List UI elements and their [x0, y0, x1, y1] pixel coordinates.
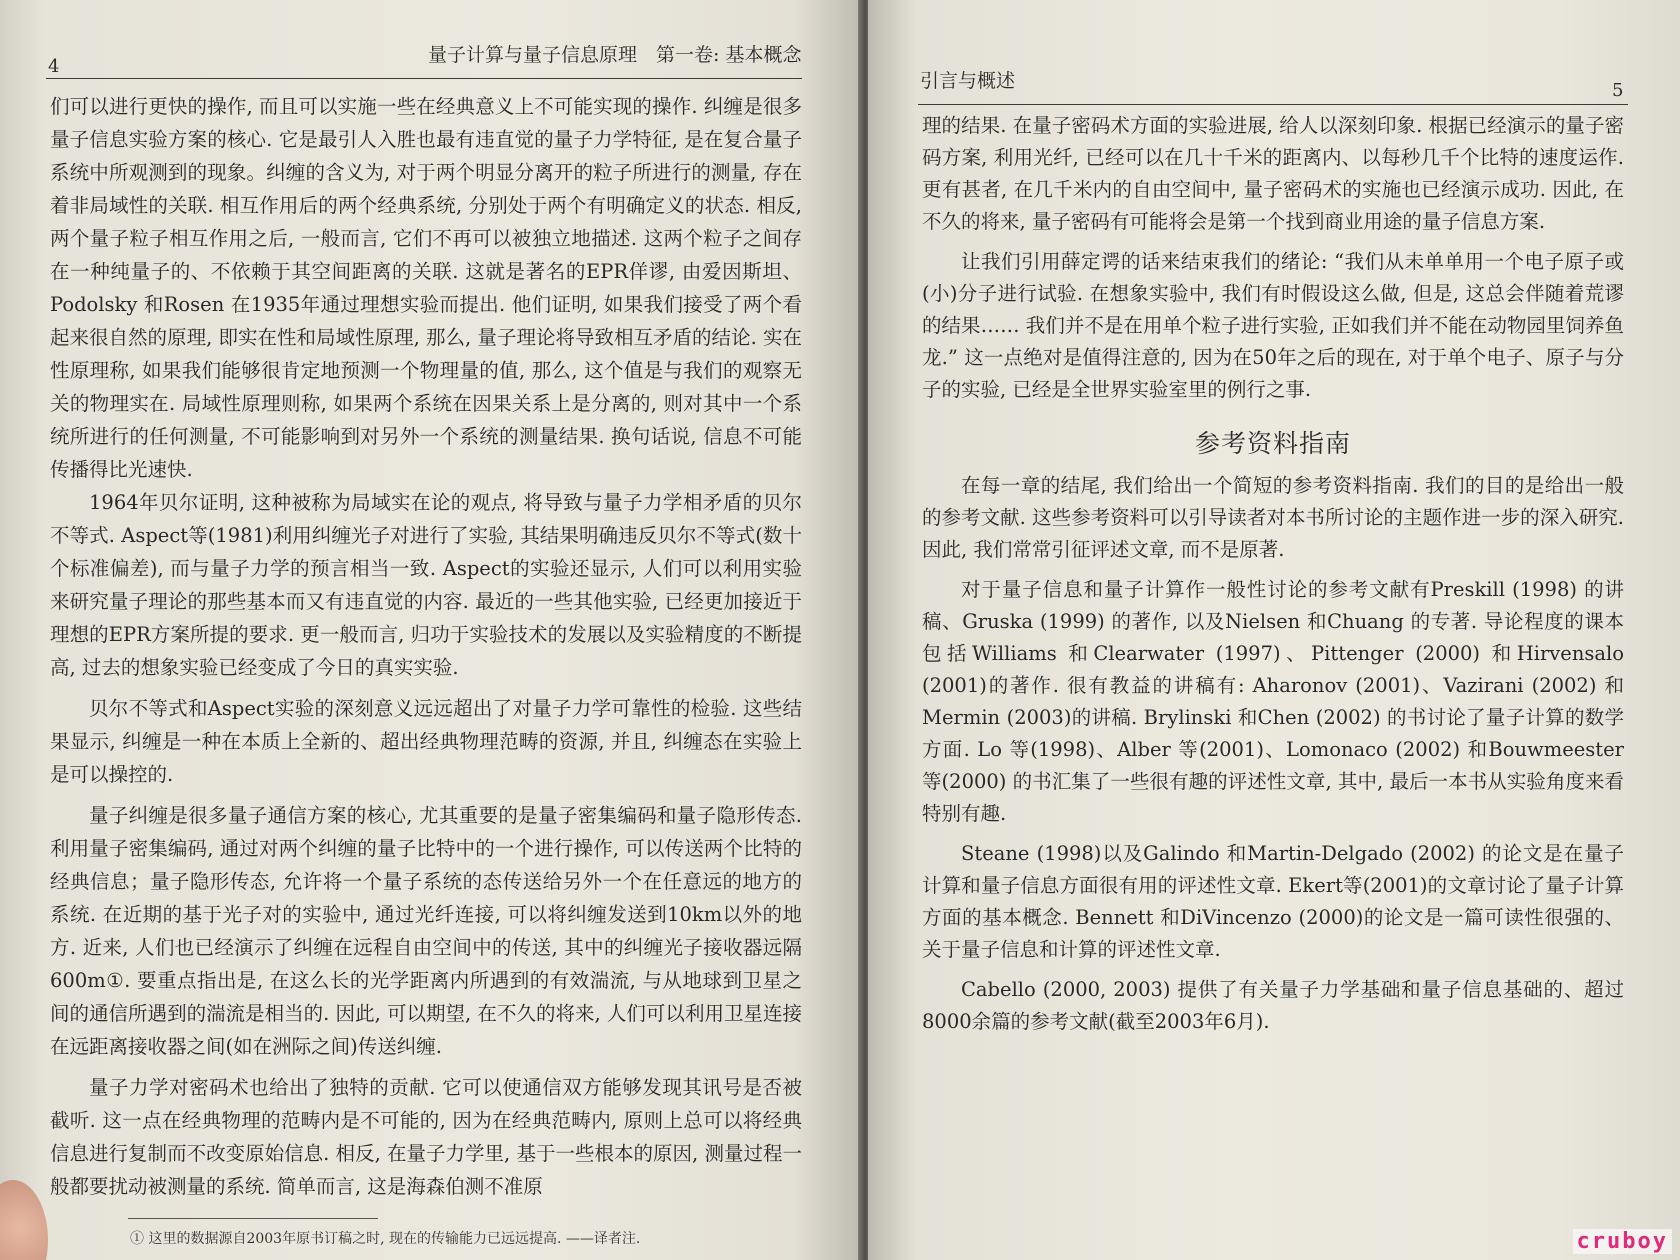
running-title: 量子计算与量子信息原理 第一卷: 基本概念 — [428, 44, 802, 66]
footnote-rule — [128, 1218, 378, 1219]
page-number: 5 — [1612, 80, 1624, 101]
finger — [0, 1180, 48, 1260]
paragraph: 量子纠缠是很多量子通信方案的核心, 尤其重要的是量子密集编码和量子隐形传态. 利用量子密集编码, 通过对两个纠缠的量子比特中的一个进行操作, 可以传送两个比特的经典信息；量子隐形传态, 允许将一个量子系统的态传送给另外一个在任意远的地方的系统. 在近期的基于光子对的实验中, 通过光纤连接, 可以将纠缠发送到10km以外的地方. 近来, 人们也已经演示了纠缠在远程自由空间中的传送, 其中的纠缠光子接收器远隔600m①. 要重点指出是, 在这么长的光学距离内所遇到的有效湍流, 与从地球到卫星之间的通信所遇到的湍流是相当的. 因此, 可以期望, 在不久的将来, 人们可以利用卫星连接在远距离接收器之间(如在洲际之间)传送纠缠. — [50, 804, 802, 1058]
page-number: 4 — [48, 56, 60, 77]
left-body — [50, 90, 802, 1203]
paragraph: 贝尔不等式和Aspect实验的深刻意义远远超出了对量子力学可靠性的检验. 这些结果显示, 纠缠是一种在本质上全新的、超出经典物理范畴的资源, 并且, 纠缠态在实验上是可以操控的. — [50, 697, 802, 786]
paragraph: 理的结果. 在量子密码术方面的实验进展, 给人以深刻印象. 根据已经演示的量子密码方案, 利用光纤, 已经可以在几十千米的距离内、以每秒几千个比特的速度运作. 更有甚者, 在几千米内的自由空间中, 量子密码术的实施也已经演示成功. 因此, 在不久的将来, 量子密码有可能将会是第一个找到商业用途的量子信息方案. — [922, 114, 1624, 233]
section-title: 参考资料指南 — [1194, 429, 1351, 458]
paragraph: 1964年贝尔证明, 这种被称为局域实在论的观点, 将导致与量子力学相矛盾的贝尔不等式. Aspect等(1981)利用纠缠光子对进行了实验, 其结果明确违反贝尔不等式(数十个标准偏差), 而与量子力学的预言相当一致. Aspect的实验还显示, 人们可以利用实验来研究量子理论的那些基本而又有违直觉的内容. 最近的一些其他实验, 已经更加接近于理想的EPR方案所提的要求. 更一般而言, 归功于实验技术的发展以及实验精度的不断提高, 过去的想象实验已经变成了今日的真实实验. — [50, 491, 802, 679]
paragraph: 对于量子信息和量子计算作一般性讨论的参考文献有Preskill (1998) 的讲稿、Gruska (1999) 的著作, 以及Nielsen 和Chuang 的专著. 导论程度的课本包括Williams 和Clearwater (1997)、Pittenger (2000) 和Hirvensalo (2001)的著作. 很有教益的讲稿有: Aharonov (2001)、Vazirani (2002) 和Mermin (2003)的讲稿. Brylinski 和Chen (2002) 的书讨论了量子计算的数学方面. Lo 等(1998)、Alber 等(2001)、Lomonaco (2002) 和Bouwmeester 等(2000) 的书汇集了一些很有趣的评述性文章, 其中, 最后一本书从实验角度来看特别有趣. — [922, 578, 1624, 825]
paragraph: 量子力学对密码术也给出了独特的贡献. 它可以使通信双方能够发现其讯号是否被截听. 这一点在经典物理的范畴内是不可能的, 因为在经典范畴内, 原则上总可以将经典信息进行复制而不改变原始信息. 相反, 在量子力学里, 基于一些根本的原因, 测量过程一般都要扰动被测量的系统. 简单而言, 这是海森伯测不准原 — [50, 1076, 802, 1198]
right-page — [868, 0, 1680, 1260]
paragraph: 们可以进行更快的操作, 而且可以实施一些在经典意义上不可能实现的操作. 纠缠是很多量子信息实验方案的核心. 它是最引人入胜也最有违直觉的量子力学特征, 是在复合量子系统中所观测到的现象。纠缠的含义为, 对于两个明显分离开的粒子所进行的测量, 存在着非局域性的关联. 相互作用后的两个经典系统, 分别处于两个有明确定义的状态. 相反, 两个量子粒子相互作用之后, 一般而言, 它们不再可以被独立地描述. 这两个粒子之间存在一种纯量子的、不依赖于其空间距离的关联. 这就是著名的EPR佯谬, 由爱因斯坦、Podolsky 和Rosen 在1935年通过理想实验而提出. 他们证明, 如果我们接受了两个看起来很自然的原理, 即实在性和局域性原理, 那么, 量子理论将导致相互矛盾的结论. 实在性原理称, 如果我们能够很肯定地预测一个物理量的值, 那么, 这个值是与我们的观察无关的物理实在. 局域性原理则称, 如果两个系统在因果关系上是分离的, 则对其中一个系统所进行的任何测量, 不可能影响到对另外一个系统的测量结果. 换句话说, 信息不可能传播得比光速快. — [50, 95, 802, 481]
paragraph: 在每一章的结尾, 我们给出一个简短的参考资料指南. 我们的目的是给出一般的参考文献. 这些参考资料可以引导读者对本书所讨论的主题作进一步的深入研究. 因此, 我们常常引征评述文章, 而不是原著. — [922, 474, 1624, 561]
running-title: 引言与概述 — [920, 70, 1016, 92]
paragraph: 让我们引用薛定谔的话来结束我们的绪论: “我们从未单单用一个电子原子或(小)分子进行试验. 在想象实验中, 我们有时假设这么做, 但是, 这总会伴随着荒谬的结果…… 我们并不是在用单个粒子进行实验, 正如我们并不能在动物园里饲养鱼龙.” 这一点绝对是值得注意的, 因为在50年之后的现在, 对于单个电子、原子与分子的实验, 已经是全世界实验室里的例行之事. — [922, 250, 1624, 401]
right-body-top — [922, 110, 1624, 406]
paragraph: Steane (1998)以及Galindo 和Martin-Delgado (2002) 的论文是在量子计算和量子信息方面很有用的评述性文章. Ekert等(2001)的文章讨论了量子计算方面的基本概念. Bennett 和DiVincenzo (2000)的论文是一篇可读性很强的、关于量子信息和计算的评述性文章. — [922, 842, 1624, 961]
right-body-bottom — [922, 470, 1624, 1038]
watermark-logo: cruboy — [1573, 1229, 1672, 1254]
paragraph: Cabello (2000, 2003) 提供了有关量子力学基础和量子信息基础的、超过8000余篇的参考文献(截至2003年6月). — [922, 978, 1624, 1033]
header-rule — [46, 78, 802, 79]
footnote: ① 这里的数据源自2003年原书订稿之时, 现在的传输能力已远远提高. ——译者注. — [130, 1231, 641, 1247]
header-rule — [918, 104, 1628, 105]
